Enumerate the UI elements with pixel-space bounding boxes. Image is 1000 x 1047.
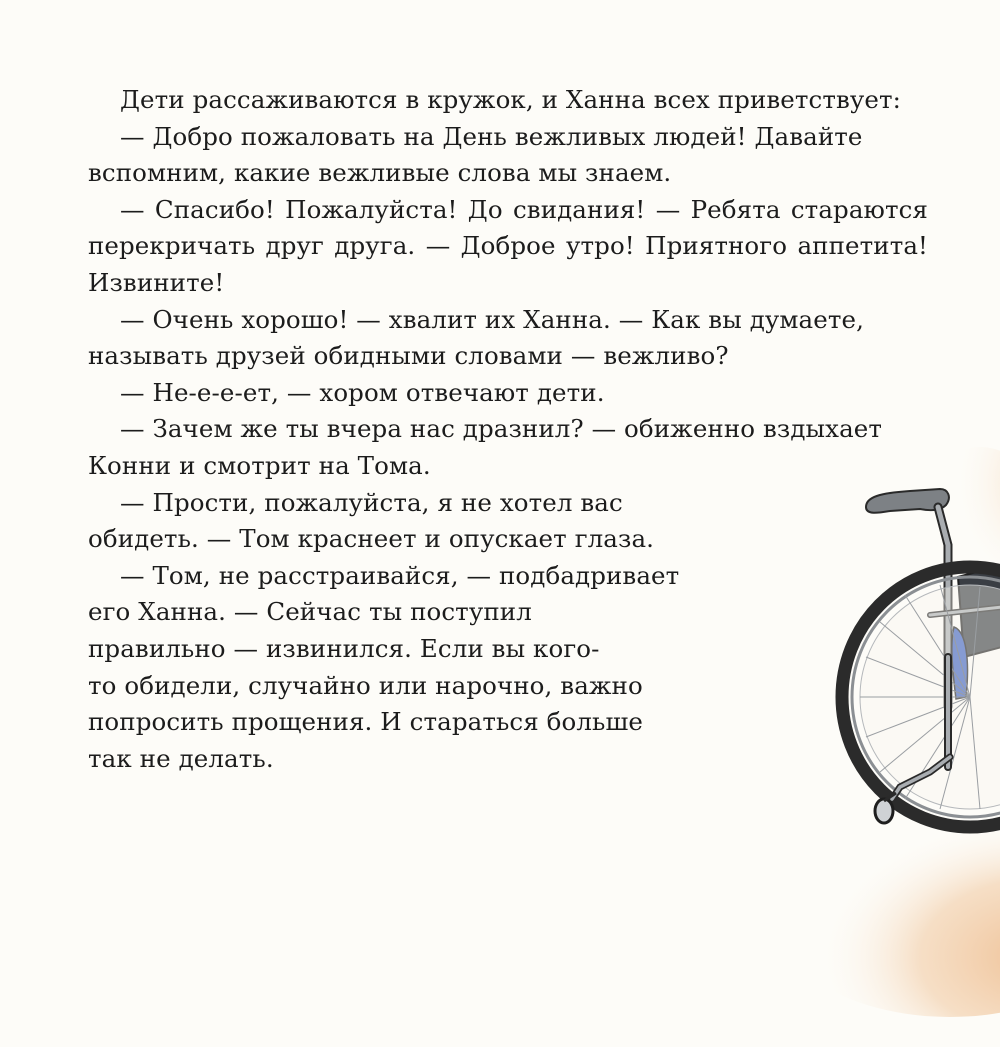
text-line: так не делать. [88,743,274,773]
text-line: — Прости, пожалуйста, я не хотел вас [120,487,623,517]
text-line: то обидели, случайно или нарочно, важно [88,670,643,700]
text-line: — Добро пожаловать на День вежливых людей! Давайте [120,121,863,151]
text-line: обидеть. — Том краснеет и опускает глаза. [88,524,655,554]
text-line: — Очень хорошо! — хвалит их Ханна. — Как вы думаете, [120,304,864,334]
text-line: — Не-е-е-ет, — хором отвечают дети. [120,377,605,407]
text-line: перекричать друг друга. — Доброе утро! Приятного аппетита! [88,231,928,261]
wheelchair-illustration [780,427,1000,1047]
text-line: Конни и смотрит на Тома. [88,450,431,480]
text-line: — Зачем же ты вчера нас дразнил? — обиженно вздыхает [120,414,883,444]
text-line: Дети рассаживаются в кружок, и Ханна всех приветствует: [120,85,902,114]
text-line: — Спасибо! Пожалуйста! До свидания! — Ребята стараются [120,194,928,224]
rear-wheel [842,567,1000,827]
text-line: вспомним, какие вежливые слова мы знаем. [88,158,672,188]
text-line: правильно — извинился. Если вы кого- [88,633,600,663]
text-line: его Ханна. — Сейчас ты поступил [88,597,532,627]
text-line: Извините! [88,267,225,297]
text-line: — Том, не расстраивайся, — подбадривает [120,560,680,590]
text-line: называть друзей обидными словами — вежливо? [88,341,729,371]
text-line: попросить прощения. И стараться больше [88,707,643,737]
